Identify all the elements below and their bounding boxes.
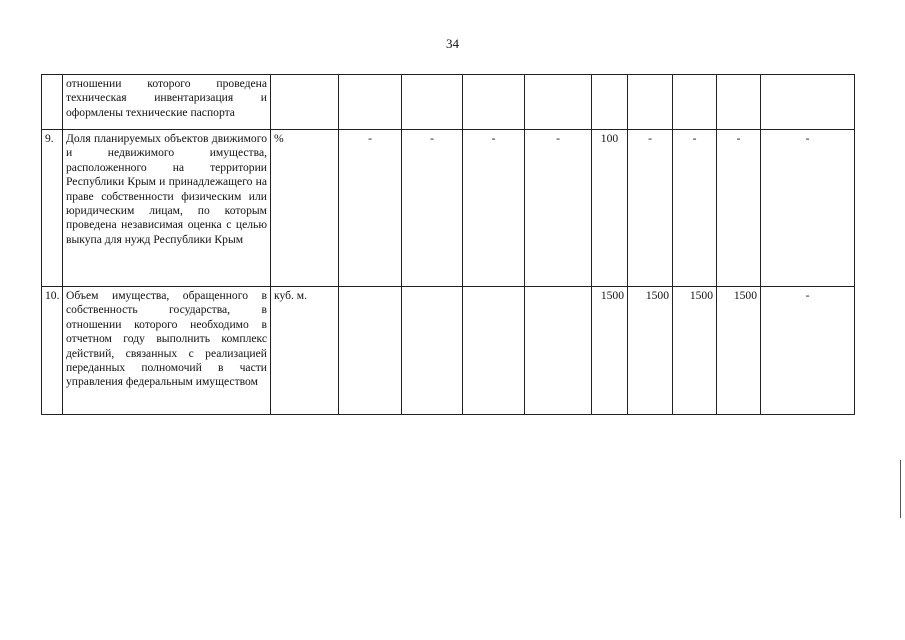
- indicators-table: [41, 74, 855, 415]
- scan-edge-mark: [900, 460, 901, 518]
- unit-cell: %: [271, 130, 339, 287]
- value-cell: [339, 75, 402, 130]
- value-cell: [463, 75, 525, 130]
- value-cell: 100: [592, 130, 628, 287]
- value-cell: -: [463, 130, 525, 287]
- value-cell: [525, 287, 592, 415]
- indicator-description-cell: Объем имущества, обращенного в собственность государства, в отношении которого необходимо в отчетном году выполнить комплекс действий, связанных с реализацией переданных полномочий в части управления федеральным имуществом: [63, 287, 271, 415]
- value-cell: -: [761, 130, 855, 287]
- value-cell: -: [525, 130, 592, 287]
- value-cell: [525, 75, 592, 130]
- value-cell: [673, 75, 717, 130]
- value-cell: [402, 75, 463, 130]
- value-cell: -: [339, 130, 402, 287]
- value-cell: -: [761, 287, 855, 415]
- value-cell: [761, 75, 855, 130]
- value-cell: -: [628, 130, 673, 287]
- value-cell: [463, 287, 525, 415]
- value-cell: -: [402, 130, 463, 287]
- row-number-cell: [42, 75, 63, 130]
- indicator-description-cell: Доля планируемых объектов движимого и недвижимого имущества, расположенного на территории Республики Крым и принадлежащего на праве собственности физическим или юридическим лицам, по которым проведена независимая оценка с целью выкупа для нужд Республики Крым: [63, 130, 271, 287]
- unit-cell: куб. м.: [271, 287, 339, 415]
- unit-cell: [271, 75, 339, 130]
- value-cell: -: [717, 130, 761, 287]
- indicator-description-cell: отношении которого проведена техническая инвентаризация и оформлены технические паспорта: [63, 75, 271, 130]
- value-cell: [592, 75, 628, 130]
- row-number-cell: 9.: [42, 130, 63, 287]
- row-number-cell: 10.: [42, 287, 63, 415]
- table-row: [42, 287, 855, 415]
- value-cell: [717, 75, 761, 130]
- value-cell: -: [673, 130, 717, 287]
- value-cell: [628, 75, 673, 130]
- table-row: [42, 130, 855, 287]
- value-cell: [402, 287, 463, 415]
- value-cell: [339, 287, 402, 415]
- table-row: [42, 75, 855, 130]
- value-cell: 1500: [717, 287, 761, 415]
- value-cell: 1500: [673, 287, 717, 415]
- value-cell: 1500: [592, 287, 628, 415]
- value-cell: 1500: [628, 287, 673, 415]
- page-number: 34: [446, 36, 459, 51]
